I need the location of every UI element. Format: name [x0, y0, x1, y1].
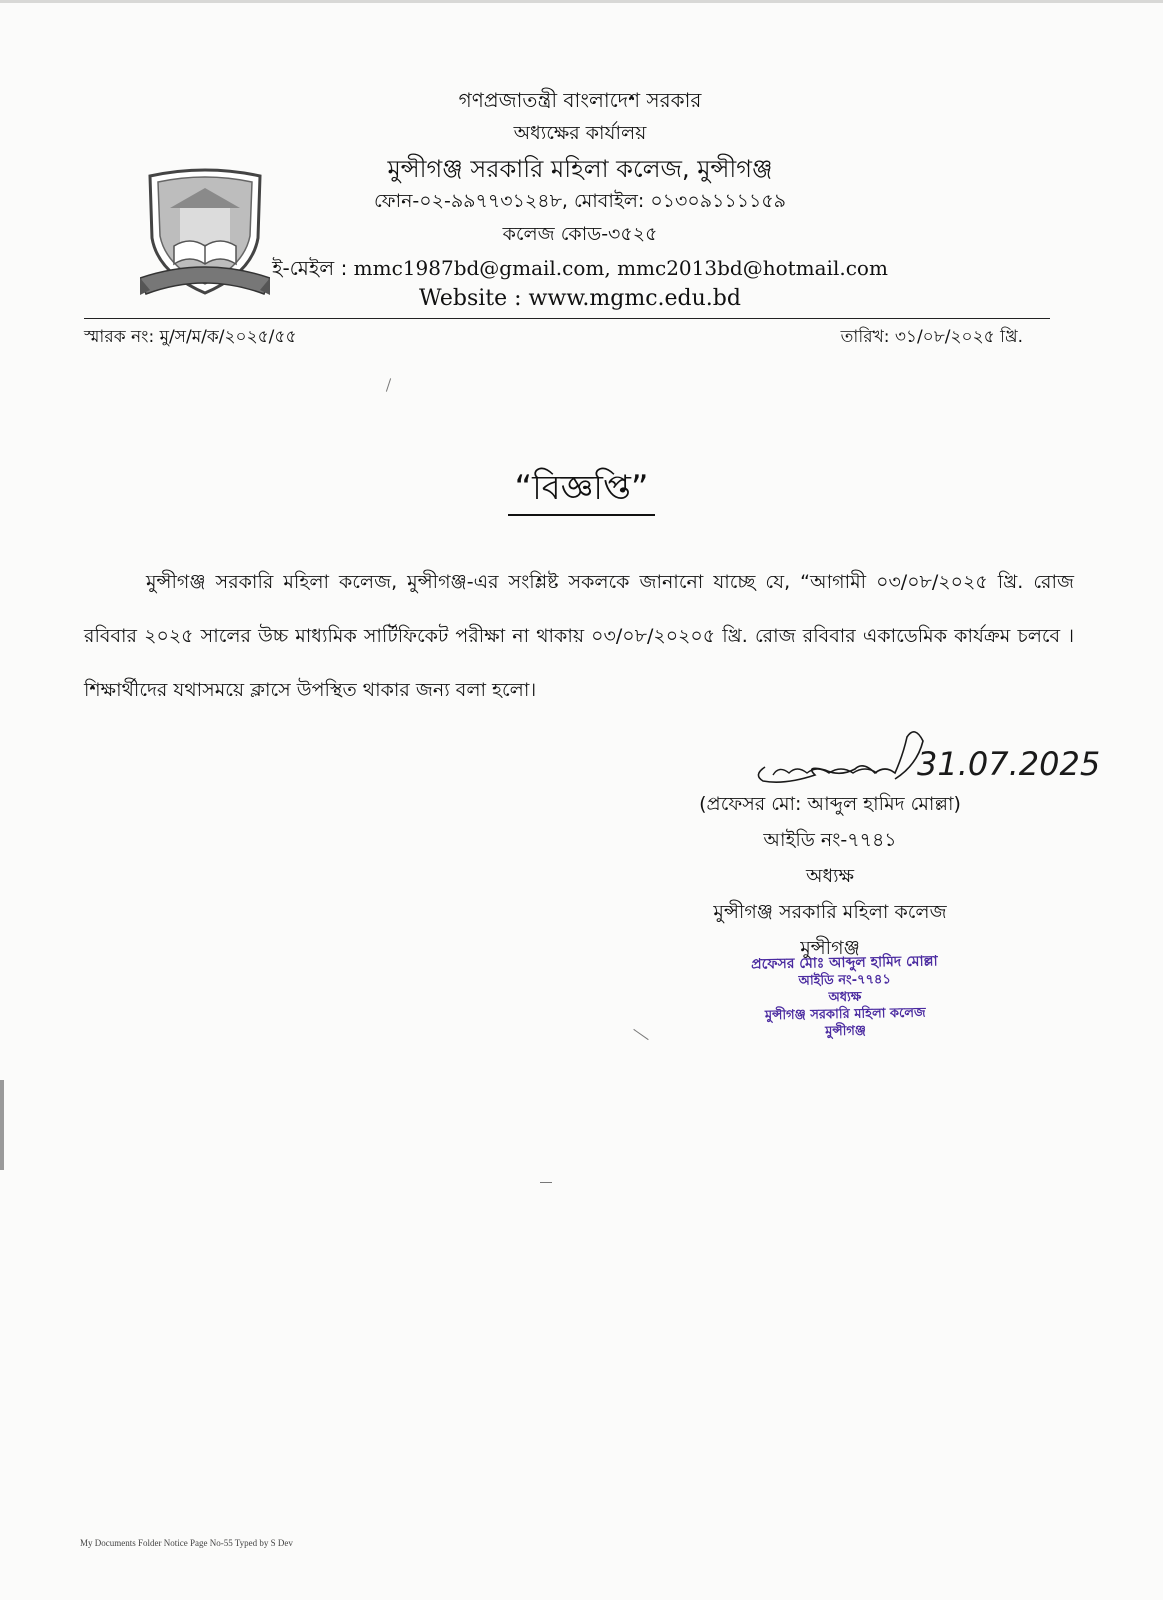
notice-body: মুন্সীগঞ্জ সরকারি মহিলা কলেজ, মুন্সীগঞ্জ-এর সংশ্লিষ্ট সকলকে জানানো যাচ্ছে যে, “আগামী ০৩/০৮/২০২৫ খ্রি. রোজ রবিবার ২০২৫ সালের উচ্চ মাধ্যমিক সার্টিফিকেট পরীক্ষা না থাকায় ০৩/০৮/২০২০৫ খ্রি. রোজ রবিবার একাডেমিক কার্যক্রম চলবে । শিক্ষার্থীদের যথাসময়ে ক্লাসে উপস্থিত থাকার জন্য বলা হলো। [84, 571, 1074, 701]
website-line: Website : www.mgmc.edu.bd [419, 286, 741, 311]
scan-mark [540, 1182, 552, 1183]
memo-number: স্মারক নং: মু/স/ম/ক/২০২৫/৫৫ [84, 327, 297, 347]
scan-mark [633, 1029, 648, 1040]
stamp-line: মুন্সীগঞ্জ সরকারি মহিলা কলেজ [764, 1005, 926, 1024]
email-value: mmc1987bd@gmail.com, mmc2013bd@hotmail.com [353, 256, 888, 280]
signatory-name: (প্রফেসর মো: আব্দুল হামিদ মোল্লা) [699, 793, 961, 815]
phone-line: ফোন-০২-৯৯৭৭৩১২৪৮, মোবাইল: ০১৩০৯১১১১৫৯ [373, 190, 787, 212]
official-stamp [694, 952, 995, 1042]
email-label: ই-মেইল : [272, 256, 348, 280]
stamp-line: আইডি নং-৭৭৪১ [798, 972, 891, 989]
handwritten-signature [745, 725, 1115, 795]
notice-title-wrap [0, 462, 1163, 519]
signatory-designation: অধ্যক্ষ [805, 865, 854, 887]
stamp-line: মুন্সীগঞ্জ [825, 1023, 867, 1040]
footer-note: My Documents Folder Notice Page No-55 Typed by S Dev [80, 1538, 293, 1548]
notice-title: “বিজ্ঞপ্তি” [508, 468, 654, 516]
scan-mark [386, 378, 391, 392]
signature-date: 31.07.2025 [917, 745, 1101, 783]
signatory-place: মুন্সীগঞ্জ [800, 937, 860, 959]
college-code: কলেজ কোড-৩৫২৫ [502, 223, 658, 245]
government-line: গণপ্রজাতন্ত্রী বাংলাদেশ সরকার [458, 88, 702, 112]
office-line: অধ্যক্ষের কার্যালয় [513, 122, 647, 144]
scan-edge-top [0, 0, 1163, 3]
scan-edge-left [0, 1080, 4, 1170]
signatory-college: মুন্সীগঞ্জ সরকারি মহিলা কলেজ [713, 901, 947, 923]
stamp-line: প্রফেসর মোঃ আব্দুল হামিদ মোল্লা [751, 953, 938, 973]
email-line [230, 254, 930, 287]
college-name: মুন্সীগঞ্জ সরকারি মহিলা কলেজ, মুন্সীগঞ্জ [387, 155, 773, 183]
header-divider [84, 318, 1050, 319]
issue-date: তারিখ: ৩১/০৮/২০২৫ খ্রি. [840, 327, 1023, 347]
stamp-line: অধ্যক্ষ [828, 989, 862, 1006]
signatory-id: আইডি নং-৭৭৪১ [763, 829, 897, 851]
